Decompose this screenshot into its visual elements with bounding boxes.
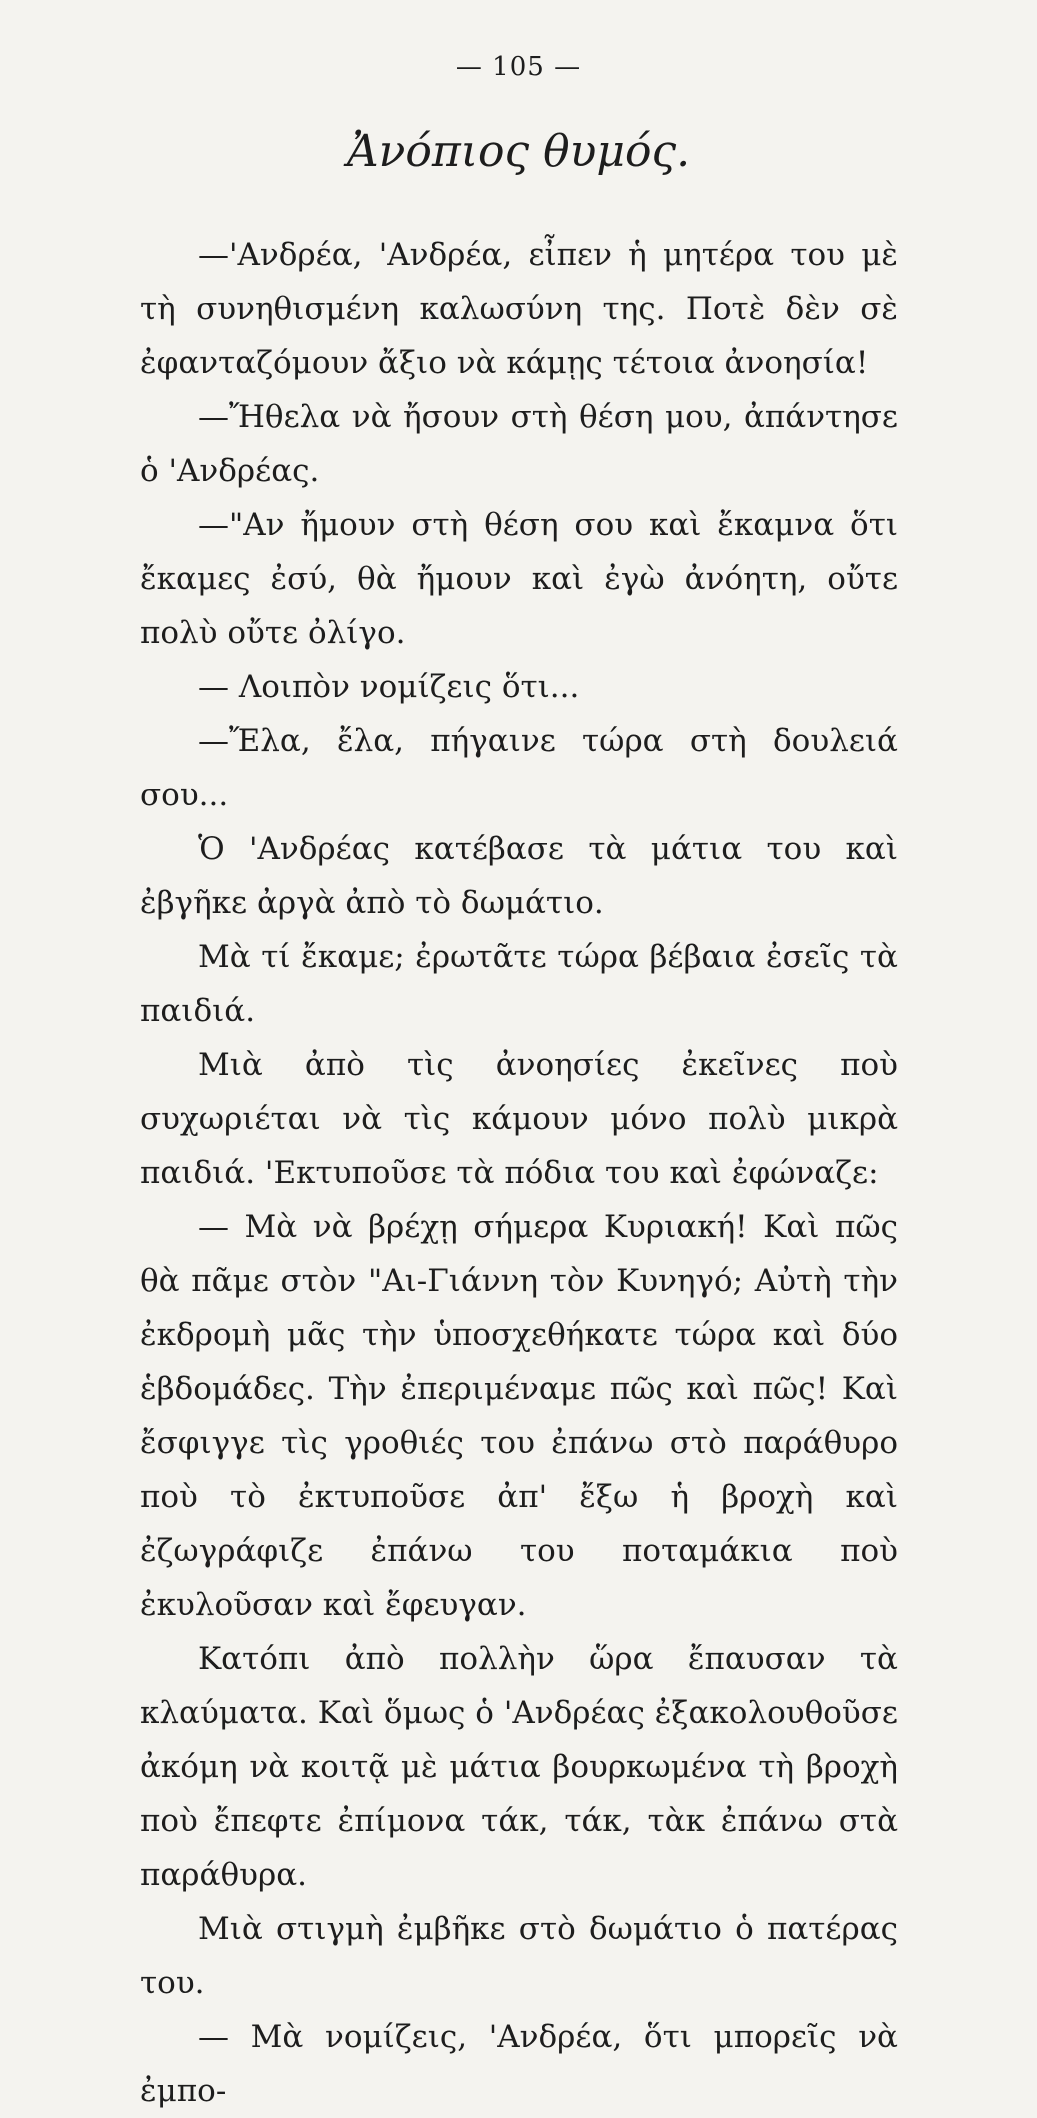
paragraph-4: — Λοιπὸν νομίζεις ὅτι... xyxy=(198,669,580,705)
paragraph-8: Μιὰ ἀπὸ τὶς ἀνοησίες ἐκεῖνες ποὺ συχωριέται νὰ τὶς κάμουν μόνο πολὺ μικρὰ παιδιά. 'Εκτυποῦσε τὰ πόδια του καὶ ἐφώναζε: xyxy=(140,1047,898,1191)
body-text xyxy=(140,228,898,2118)
paragraph-9: — Μὰ νὰ βρέχῃ σήμερα Κυριακή! Καὶ πῶς θὰ πᾶμε στὸν "Αι-Γιάννη τὸν Κυνηγό; Αὐτὴ τὴν ἐκδρομὴ μᾶς τὴν ὑποσχεθήκατε τώρα καὶ δύο ἑβδομάδες. Τὴν ἐπεριμέναμε πῶς καὶ πῶς! Καὶ ἔσφιγγε τὶς γροθιές του ἐπάνω στὸ παράθυρο ποὺ τὸ ἐκτυποῦσε ἀπ' ἔξω ἡ βροχὴ καὶ ἐζωγράφιζε ἐπάνω του ποταμάκια ποὺ ἐκυλοῦσαν καὶ ἔφευγαν. xyxy=(140,1209,898,1623)
chapter-title: Ἀνόπιος θυμός. xyxy=(346,126,691,177)
paragraph-5: —Ἔλα, ἔλα, πήγαινε τώρα στὴ δουλειά σου... xyxy=(140,723,898,813)
paragraph-7: Μὰ τί ἔκαμε; ἐρωτᾶτε τώρα βέβαια ἐσεῖς τὰ παιδιά. xyxy=(140,939,898,1029)
paragraph-11: Μιὰ στιγμὴ ἐμβῆκε στὸ δωμάτιο ὁ πατέρας του. xyxy=(140,1911,898,2001)
page-number: — 105 — xyxy=(455,52,582,82)
paragraph-10: Κατόπι ἀπὸ πολλὴν ὥρα ἔπαυσαν τὰ κλαύματα. Καὶ ὅμως ὁ 'Ανδρέας ἐξακολουθοῦσε ἀκόμη νὰ κοιτᾷ μὲ μάτια βουρκωμένα τὴ βροχὴ ποὺ ἔπεφτε ἐπίμονα τάκ, τάκ, τὰκ ἐπάνω στὰ παράθυρα. xyxy=(140,1641,898,1893)
paragraph-2: —Ἤθελα νὰ ἤσουν στὴ θέση μου, ἀπάντησε ὁ 'Ανδρέας. xyxy=(140,399,898,489)
paragraph-1: —'Ανδρέα, 'Ανδρέα, εἶπεν ἡ μητέρα του μὲ τὴ συνηθισμένη καλωσύνη της. Ποτὲ δὲν σὲ ἐφανταζόμουν ἄξιο νὰ κάμῃς τέτοια ἀνοησία! xyxy=(140,237,898,381)
paragraph-3: —"Αν ἤμουν στὴ θέση σου καὶ ἔκαμνα ὅτι ἔκαμες ἐσύ, θὰ ἤμουν καὶ ἐγὼ ἀνόητη, οὔτε πολὺ οὔτε ὀλίγο. xyxy=(140,507,898,651)
paragraph-12: — Μὰ νομίζεις, 'Ανδρέα, ὅτι μπορεῖς νὰ ἐμπο- xyxy=(140,2019,898,2109)
paragraph-6: Ὁ 'Ανδρέας κατέβασε τὰ μάτια του καὶ ἐβγῆκε ἀργὰ ἀπὸ τὸ δωμάτιο. xyxy=(140,831,898,921)
